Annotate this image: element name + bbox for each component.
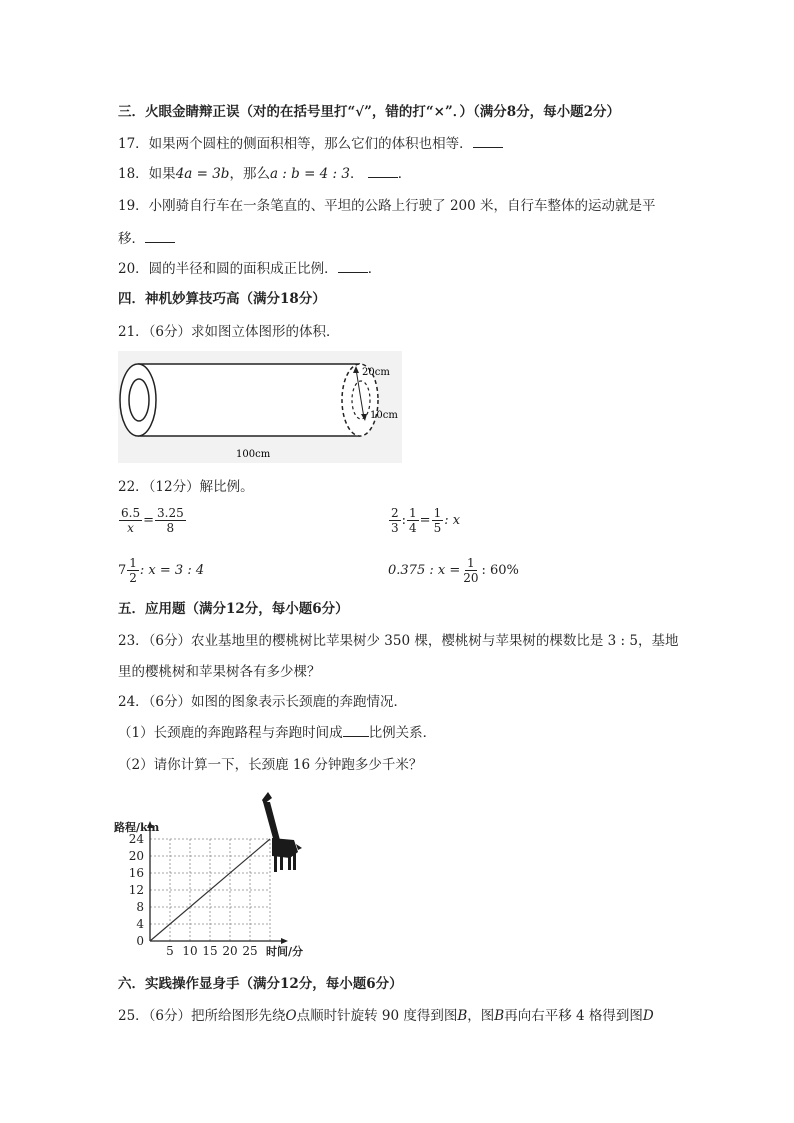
x-axis-title: 时间/分: [266, 945, 304, 958]
y-tick-label: 4: [136, 917, 144, 931]
eq4-num: 1: [467, 556, 475, 570]
eq3-whole: 7: [118, 563, 127, 578]
question-25-b: 点顺时针旋转 90 度得到图: [296, 1008, 458, 1024]
question-24: 24．（6分）如图的图象表示长颈鹿的奔跑情况．: [118, 694, 408, 710]
outer-radius-label: 20cm: [362, 367, 390, 378]
section-5-title: 五．应用题（满分12分，每小题6分）: [118, 601, 349, 617]
length-label: 100cm: [236, 449, 271, 460]
eq2-num-1: 2: [391, 506, 399, 520]
question-18-prefix: 18．如果: [118, 166, 176, 182]
eq4-den: 20: [463, 571, 479, 585]
question-25: [118, 1006, 654, 1026]
section-4-title: 四．神机妙算技巧高（满分18分）: [118, 291, 326, 307]
giraffe-illustration: [262, 792, 302, 872]
eq2-den-1: 3: [391, 521, 399, 535]
question-18-suffix: ．: [349, 166, 364, 182]
question-22: 22．（12分）解比例。: [118, 479, 254, 495]
answer-blank-19[interactable]: [145, 230, 175, 243]
origin-label: 0: [136, 934, 144, 948]
question-17: [118, 134, 503, 154]
y-tick-label: 12: [128, 883, 144, 897]
x-tick-label: 10: [182, 944, 198, 958]
question-18: [118, 164, 411, 184]
y-tick-label: 20: [128, 849, 144, 863]
question-19-line-1: 19．小刚骑自行车在一条笔直的、平坦的公路上行驶了 200 米，自行车整体的运动就是平: [118, 198, 656, 214]
question-25-figure-d: D: [642, 1008, 654, 1024]
eq2-den-2: 4: [409, 521, 417, 535]
x-tick-label: 15: [202, 944, 218, 958]
section-3-title: 三．火眼金睛辩正误（对的在括号里打“√”，错的打“×”．）（满分8分，每小题2分）: [118, 104, 621, 120]
equation-3: [118, 556, 204, 585]
y-tick-label: 16: [128, 866, 144, 880]
answer-blank-20[interactable]: [338, 260, 368, 273]
eq4-head: 0.375 : x =: [388, 563, 461, 578]
question-24-part-1-a: （1）长颈鹿的奔跑路程与奔跑时间成: [118, 725, 343, 741]
eq3-num: 1: [129, 556, 137, 570]
question-19-text: 移．: [118, 231, 145, 247]
question-25-figure-b-2: B: [494, 1008, 505, 1024]
question-23-line-2: 里的樱桃树和苹果树各有多少棵？: [118, 664, 321, 680]
eq2-colon: :: [401, 513, 407, 528]
question-18-equation-1: 4a = 3b: [175, 166, 230, 182]
answer-blank-24[interactable]: [343, 724, 369, 737]
equation-4: [388, 556, 519, 585]
question-20-end: ．: [367, 261, 382, 277]
question-25-figure-b-1: B: [457, 1008, 468, 1024]
section-6-title: 六．实践操作显身手（满分12分，每小题6分）: [118, 976, 403, 992]
eq2-den-3: 5: [433, 521, 442, 535]
y-axis-title: 路程/km: [114, 821, 160, 834]
question-20: [118, 259, 381, 279]
eq2-num-3: 1: [433, 506, 442, 520]
eq1-den-2: 8: [166, 521, 175, 535]
x-tick-label: 25: [242, 944, 258, 958]
eq1-num-1: 6.5: [121, 506, 141, 520]
x-tick-label: 5: [166, 944, 174, 958]
y-tick-label: 24: [128, 832, 144, 846]
eq1-equals: =: [143, 513, 154, 528]
question-18-mid: ，那么: [229, 166, 270, 182]
y-tick-label: 8: [136, 900, 144, 914]
equation-2: [388, 506, 460, 535]
giraffe-distance-chart: [112, 788, 312, 963]
x-axis-arrow: [281, 938, 288, 944]
question-17-text: 17．如果两个圆柱的侧面积相等，那么它们的体积也相等．: [118, 136, 473, 152]
eq4-tail: : 60%: [481, 563, 519, 578]
question-25-point-o: O: [285, 1008, 297, 1024]
question-20-text: 20．圆的半径和圆的面积成正比例．: [118, 261, 338, 277]
question-24-part-1-b: 比例关系．: [368, 725, 437, 741]
question-25-a: 25．（6分）把所给图形先绕: [118, 1008, 286, 1024]
eq2-tail: : x: [444, 513, 461, 528]
question-23-line-1: 23．（6分）农业基地里的樱桃树比苹果树少 350 棵，樱桃树与苹果树的棵数比是 3 : 5，基地: [118, 633, 679, 649]
inner-radius-label: 10cm: [370, 410, 398, 421]
equation-1: [118, 506, 187, 535]
question-19-line-2: [118, 229, 175, 249]
eq2-equals: =: [419, 513, 431, 528]
question-24-part-1: [118, 723, 436, 743]
eq3-den: 2: [129, 571, 137, 585]
question-21: 21．（6分）求如图立体图形的体积．: [118, 324, 340, 340]
question-25-d: 再向右平移 4 格得到图: [504, 1008, 643, 1024]
eq1-num-2: 3.25: [157, 506, 184, 520]
question-25-c: ，图: [467, 1008, 495, 1024]
eq3-tail: : x = 3 : 4: [139, 563, 205, 578]
question-18-equation-2: a : b = 4 : 3: [269, 166, 350, 182]
answer-blank-18[interactable]: [368, 165, 398, 178]
question-18-end: ．: [397, 166, 412, 182]
answer-blank-17[interactable]: [473, 135, 503, 148]
x-tick-label: 20: [222, 944, 238, 958]
eq1-den-1: x: [127, 521, 134, 535]
question-24-part-2: （2）请你计算一下，长颈鹿 16 分钟跑多少千米？: [118, 757, 423, 773]
eq2-num-2: 1: [409, 506, 417, 520]
hollow-cylinder-figure: [118, 351, 402, 463]
